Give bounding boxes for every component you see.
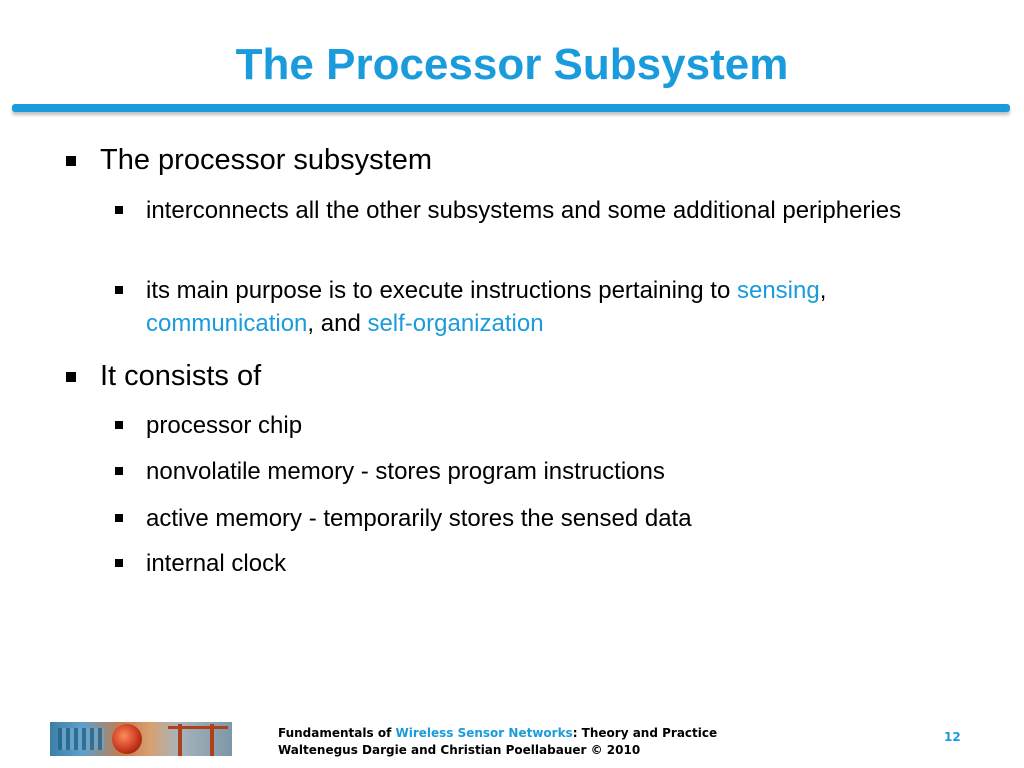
bullet-square-icon bbox=[115, 559, 123, 567]
bullet-processor-subsystem: The processor subsystem bbox=[100, 144, 433, 176]
main-purpose-sep1: , bbox=[819, 277, 827, 304]
bullet-square-icon bbox=[66, 156, 76, 166]
lens-graphic bbox=[112, 724, 142, 754]
footer-line-1 bbox=[278, 725, 717, 742]
sub-bullet-interconnects: interconnects all the other subsystems and some additional peripheries bbox=[146, 197, 902, 224]
highlight-sensing: sensing bbox=[736, 277, 820, 304]
main-purpose-text: its main purpose is to execute instructions pertaining to bbox=[146, 277, 737, 304]
circuit-graphic bbox=[58, 728, 104, 750]
highlight-self-organization: self-organization bbox=[367, 310, 544, 337]
sub-bullet-internal-clock: internal clock bbox=[146, 550, 287, 577]
bullet-square-icon bbox=[115, 421, 123, 429]
sub-bullet-processor-chip: processor chip bbox=[146, 412, 303, 439]
title-underline bbox=[12, 104, 1010, 112]
footer-logo-image bbox=[50, 722, 232, 756]
footer-book-highlight: Wireless Sensor Networks bbox=[395, 726, 573, 740]
bridge-tower bbox=[210, 724, 214, 756]
bullet-square-icon bbox=[115, 286, 123, 294]
bridge-tower bbox=[178, 724, 182, 756]
page-number: 12 bbox=[944, 730, 961, 744]
bridge-graphic bbox=[168, 726, 228, 755]
sub-bullet-active-memory: active memory - temporarily stores the sensed data bbox=[146, 505, 692, 532]
sub-bullet-nonvolatile-memory: nonvolatile memory - stores program instructions bbox=[146, 458, 665, 485]
bullet-square-icon bbox=[115, 467, 123, 475]
bullet-square-icon bbox=[115, 514, 123, 522]
sub-bullet-main-purpose bbox=[146, 274, 976, 340]
slide-title: The Processor Subsystem bbox=[235, 40, 789, 89]
footer-line1-post: : Theory and Practice bbox=[572, 726, 718, 740]
footer-line-2: Waltenegus Dargie and Christian Poellabauer © 2010 bbox=[278, 743, 641, 757]
bullet-it-consists-of: It consists of bbox=[100, 360, 262, 392]
bullet-square-icon bbox=[115, 206, 123, 214]
footer-citation bbox=[278, 725, 717, 759]
bullet-square-icon bbox=[66, 372, 76, 382]
footer-line1-pre: Fundamentals of bbox=[278, 726, 396, 740]
main-purpose-sep2: , and bbox=[307, 310, 368, 337]
highlight-communication: communication bbox=[146, 310, 308, 337]
